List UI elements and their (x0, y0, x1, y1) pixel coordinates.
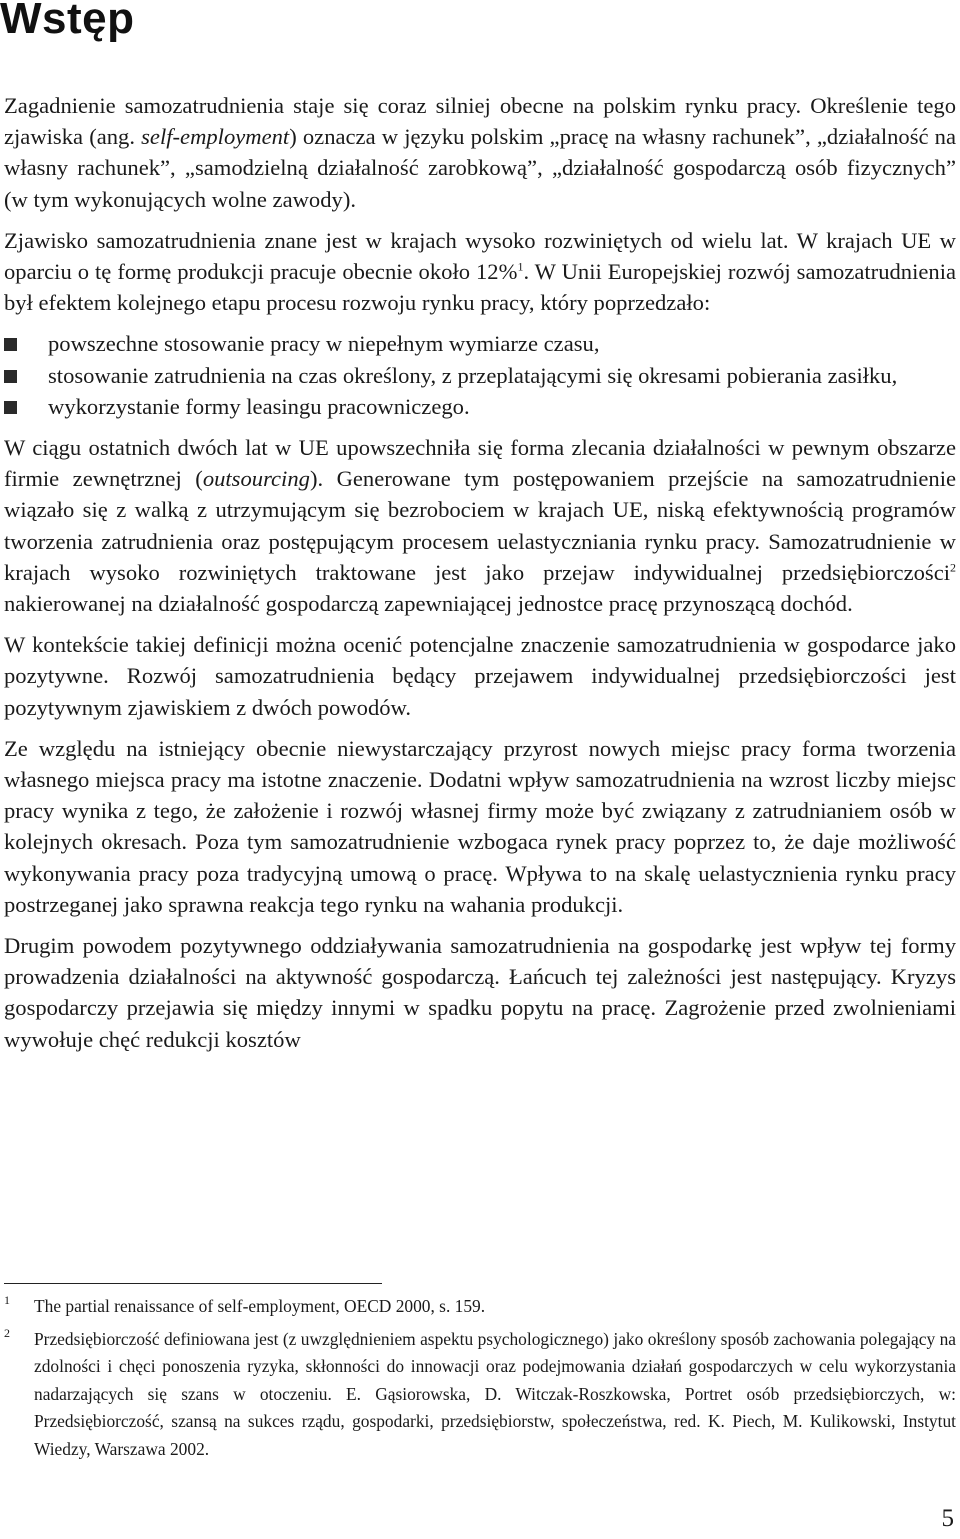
paragraph-2-text-b: . W Unii Europejskiej rozwój samozatrudnienia był efektem kolejnego etapu procesu rozwoju rynku pracy, który poprzedzało: (4, 259, 956, 316)
list-item (4, 328, 956, 359)
paragraph-6: Drugim powodem pozytywnego oddziaływania samozatrudnienia na gospodarkę jest wpływ tej formy prowadzenia działalności na aktywność gospodarczą. Łańcuch tej zależności jest następujący. Kryzys gospodarczy przejawia się między innymi w spadku popytu na pracę. Zagrożenie przed zwolnieniami wywołuje chęć redukcji kosztów (4, 933, 956, 1052)
list-item (4, 391, 956, 422)
paragraph-3-text-c: nakierowanej na działalność gospodarczą zapewniającej jednostce pracę przynoszącą dochód. (4, 591, 853, 617)
paragraph-1-text-b: ) oznacza w języku polskim „pracę na własny rachunek”, „działalność na własny rachunek”, „samodzielną działalność zarobkową”, „działalność gospodarczą osób fizycznych” (w tym wykonujących wolne zawody). (4, 124, 956, 212)
footnote-ref-2[interactable]: 2 (950, 560, 956, 575)
list-item (4, 360, 956, 391)
paragraph-3 (4, 432, 956, 619)
list-item-text: stosowanie zatrudnienia na czas określony, z przeplatającymi się okresami pobierania zasiłku, (48, 362, 898, 388)
square-bullet-icon (4, 338, 17, 351)
footnote-number: 2 (4, 1325, 10, 1340)
square-bullet-icon (4, 401, 17, 414)
paragraph-1 (4, 90, 956, 215)
page-title: Wstęp (0, 0, 135, 43)
body-text (4, 90, 956, 1065)
square-bullet-icon (4, 370, 17, 383)
paragraph-2-text-a: Zjawisko samozatrudnienia znane jest w krajach wysoko rozwiniętych od wielu lat. W krajach UE w oparciu o tę formę produkcji pracuje obecnie około 12% (4, 227, 956, 285)
footnote-ref-1[interactable]: 1 (517, 259, 524, 274)
paragraph-3-text-b: ). Generowane tym postępowaniem przejście na samozatrudnienie wiązało się z walką z utrzymującym się bezrobociem w krajach UE, niską efektywnością programów tworzenia zatrudnienia oraz postępującym procesem uelastyczniania rynku pracy. Samozatrudnienie w krajach wysoko rozwiniętych traktowane jest jako przejaw indywidualnej przedsiębiorczości (4, 466, 957, 585)
paragraph-3-text-a: W ciągu ostatnich dwóch lat w UE upowszechniła się forma zlecania działalności w pewnym obszarze firmie zewnętrznej ( (4, 435, 956, 492)
paragraph-1-italic-term: self-employment (141, 124, 290, 150)
paragraph-1-text-a: Zagadnienie samozatrudnienia staje się coraz silniej obecne na polskim rynku pracy. Określenie tego zjawiska (ang. (4, 93, 956, 150)
footnote-1 (4, 1293, 956, 1321)
page-number: 5 (941, 1505, 954, 1532)
paragraph-3-italic-term: outsourcing (202, 466, 310, 492)
paragraph-5: Ze względu na istniejący obecnie niewystarczający przyrost nowych miejsc pracy forma tworzenia własnego miejsca pracy ma istotne znaczenie. Dodatni wpływ samozatrudnienia na wzrost liczby miejsc pracy wynika z tego, że założenie i rozwój własnej firmy może być związany z zatrudnianiem osób w kolejnych okresach. Poza tym samozatrudnienie wzbogaca rynek pracy poprzez to, że daje możliwość wykonywania pracy poza tradycyjną umową o pracę. Wpływa to na skalę uelastycznienia rynku pracy postrzeganej jako sprawna reakcja tego rynku na wahania produkcji. (4, 735, 956, 917)
footnote-number: 1 (4, 1293, 10, 1307)
footnote-text: Przedsiębiorczość definiowana jest (z uwzględnieniem aspektu psychologicznego) jako określony sposób zachowania polegający na zdolności i chęci ponoszenia ryzyka, skłonności do innowacji oraz podejmowania działań gospodarczych w celu wykorzystania nadarzających się szans w otoczeniu. E. Gąsiorowska, D. Witczak-Roszkowska, Portret osób przedsiębiorczych, w: Przedsiębiorczość, szansą na sukces rządu, gospodarki, przedsiębiorstw, społeczeństwa, red. K. Piech, M. Kulikowski, Instytut Wiedzy, Warszawa 2002. (34, 1328, 956, 1459)
paragraph-2 (4, 225, 956, 319)
bullet-list (4, 328, 956, 422)
footnote-text: The partial renaissance of self-employment, OECD 2000, s. 159. (34, 1296, 486, 1316)
list-item-text: wykorzystanie formy leasingu pracowniczego. (48, 393, 470, 419)
footnote-2 (4, 1326, 956, 1464)
footnotes (4, 1293, 956, 1468)
footnote-divider (4, 1283, 382, 1284)
list-item-text: powszechne stosowanie pracy w niepełnym wymiarze czasu, (48, 331, 600, 357)
paragraph-4: W kontekście takiej definicji można ocenić potencjalne znaczenie samozatrudnienia w gospodarce jako pozytywne. Rozwój samozatrudnienia będący przejawem indywidualnej przedsiębiorczości jest pozytywnym zjawiskiem z dwóch powodów. (4, 632, 956, 720)
